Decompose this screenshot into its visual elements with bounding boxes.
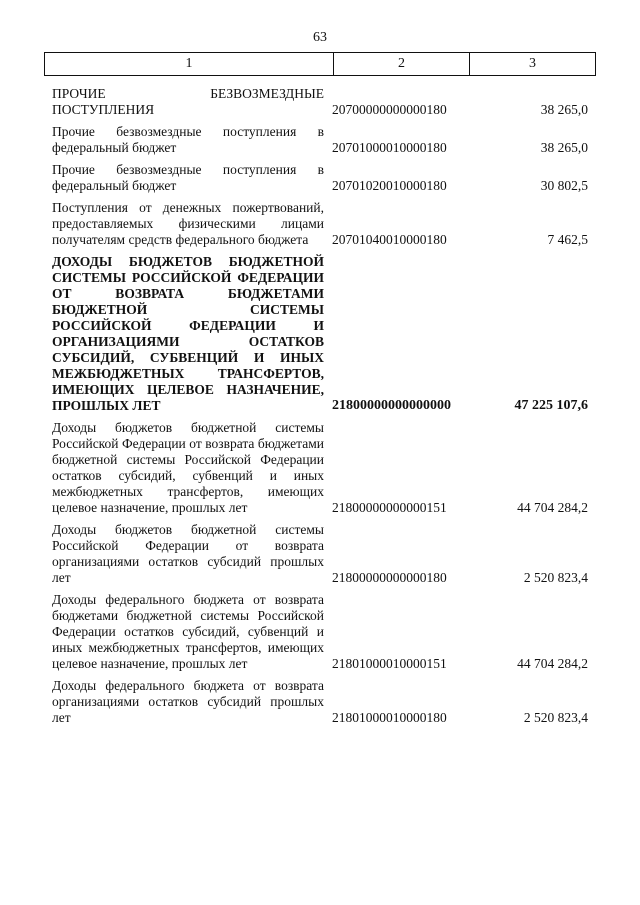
table-row (44, 124, 596, 156)
row-sum: 2 520 823,4 (523, 710, 588, 725)
row-code: 21800000000000151 (332, 500, 447, 515)
table-row (44, 200, 596, 248)
revenue-table (44, 52, 596, 726)
page-number: 63 (313, 30, 327, 45)
table-row (44, 86, 596, 118)
row-sum: 38 265,0 (540, 102, 588, 117)
row-sum: 2 520 823,4 (523, 570, 588, 585)
row-code: 21801000010000151 (332, 656, 447, 671)
row-sum: 44 704 284,2 (517, 500, 588, 515)
row-code: 20701040010000180 (332, 232, 447, 247)
row-name: Доходы бюджетов бюджетной системы Российской Федерации от возврата организациями остатков субсидий прошлых лет (52, 522, 324, 585)
row-code: 21800000000000180 (332, 570, 447, 585)
row-code: 20701020010000180 (332, 178, 447, 193)
table-row (44, 678, 596, 726)
row-code: 21801000010000180 (332, 710, 447, 725)
table-row (44, 522, 596, 586)
row-name: ПРОЧИЕ БЕЗВОЗМЕЗДНЫЕ ПОСТУПЛЕНИЯ (52, 86, 324, 117)
row-name: Прочие безвозмездные поступления в федеральный бюджет (52, 162, 324, 193)
column-header-3: 3 (529, 56, 536, 71)
row-code: 21800000000000000 (332, 398, 451, 413)
table-row-total (44, 254, 596, 414)
row-code: 20700000000000180 (332, 102, 447, 117)
row-sum: 30 802,5 (540, 178, 588, 193)
row-sum: 47 225 107,6 (514, 398, 588, 413)
row-sum: 38 265,0 (540, 140, 588, 155)
row-name: Доходы федерального бюджета от возврата организациями остатков субсидий прошлых лет (52, 678, 324, 725)
row-name: Прочие безвозмездные поступления в федеральный бюджет (52, 124, 324, 155)
table-row (44, 420, 596, 516)
row-name: Поступления от денежных пожертвований, предоставляемых физическими лицами получателям средств федерального бюджета (52, 200, 324, 247)
row-name: Доходы федерального бюджета от возврата бюджетами бюджетной системы Российской Федерации остатков субсидий, субвенций и иных межбюджетных трансфертов, имеющих целевое назначение, прошлых лет (52, 592, 324, 671)
table-row (44, 162, 596, 194)
table-row (44, 592, 596, 672)
column-header-2: 2 (334, 53, 470, 75)
row-name: ДОХОДЫ БЮДЖЕТОВ БЮДЖЕТНОЙ СИСТЕМЫ РОССИЙСКОЙ ФЕДЕРАЦИИ ОТ ВОЗВРАТА БЮДЖЕТАМИ БЮДЖЕТНОЙ СИСТЕМЫ РОССИЙСКОЙ ФЕДЕРАЦИИ И ОРГАНИЗАЦИЯМИ ОСТАТКОВ СУБСИДИЙ, СУБВЕНЦИЙ И ИНЫХ МЕЖБЮДЖЕТНЫХ ТРАНСФЕРТОВ, ИМЕЮЩИХ ЦЕЛЕВОЕ НАЗНАЧЕНИЕ, ПРОШЛЫХ ЛЕТ (52, 254, 324, 413)
column-header-1: 1 (45, 53, 334, 75)
row-sum: 44 704 284,2 (517, 656, 588, 671)
row-name: Доходы бюджетов бюджетной системы Российской Федерации от возврата бюджетами бюджетной системы Российской Федерации остатков субсидий, субвенций и иных межбюджетных трансфертов, имеющих целевое назначение, прошлых лет (52, 420, 324, 515)
row-code: 20701000010000180 (332, 140, 447, 155)
table-header (44, 52, 596, 76)
row-sum: 7 462,5 (547, 232, 588, 247)
